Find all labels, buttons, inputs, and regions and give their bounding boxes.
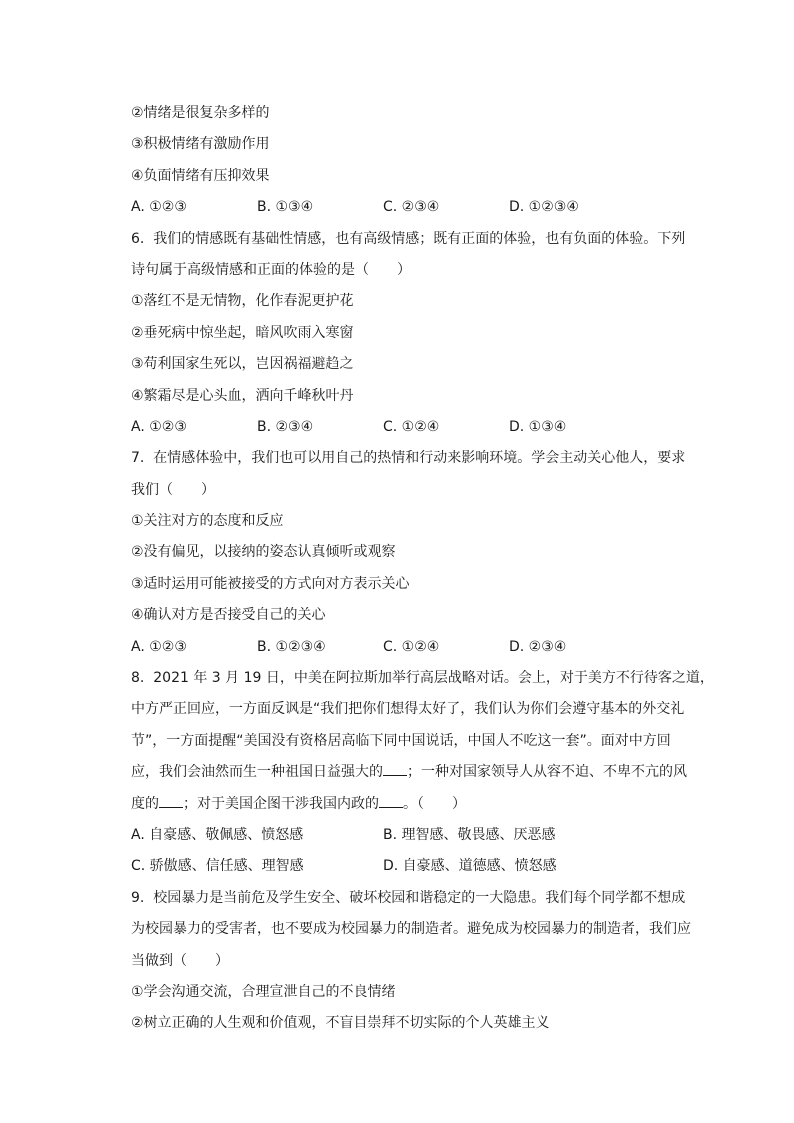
q8-options-row-1 [131,820,691,851]
q6-stem-line-1: 6. 我们的情感既有基础性情感，也有高级情感；既有正面的体验，也有负面的体验。下列 [131,230,686,247]
q8-options-row-2 [131,851,691,882]
q6-option-b: B. ②③④ [257,418,314,435]
q7-item: ①关注对方的态度和反应 [131,513,284,530]
q6-option-d: D. ①③④ [509,418,567,435]
q5-options [131,192,691,223]
q7-option-d: D. ②③④ [509,638,567,655]
page-content [131,98,714,1040]
q7-item: ②没有偏见，以接纳的姿态认真倾听或观察 [131,544,396,561]
q8-option-d: D. 自豪感、道德感、愤怒感 [383,858,557,875]
q6-item: ②垂死病中惊坐起，暗风吹雨入寒窗 [131,324,354,341]
q5-item: ④负面情绪有压抑效果 [131,167,270,184]
q8-option-a: A. 自豪感、敬佩感、愤怒感 [131,826,304,843]
q7-options [131,632,691,663]
question-6 [131,224,691,444]
q8-stem-line-1: 8. 2021 年 3 月 19 日，中美在阿拉斯加举行高层战略对话。会上，对于美方不行待客之道， [131,670,714,687]
q6-item: ①落红不是无情物，化作春泥更护花 [131,293,354,310]
answer-blank [383,760,407,776]
q7-option-c: C. ①②④ [383,638,440,655]
q6-item: ③苟利国家生死以，岂因祸福避趋之 [131,356,354,373]
q9-stem-line-2: 为校园暴力的受害者，也不要成为校园暴力的制造者。避免成为校园暴力的制造者，我们应 [131,921,691,938]
answer-blank [159,792,183,808]
q6-option-a: A. ①②③ [131,418,187,435]
q5-option-b: B. ①③④ [257,199,314,216]
q7-item: ③适时运用可能被接受的方式向对方表示关心 [131,575,410,592]
q9-stem-line-1: 9. 校园暴力是当前危及学生安全、破坏校园和谐稳定的一大隐患。我们每个同学都不想成 [131,889,686,906]
q9-number: 9. [131,889,145,906]
q5-option-d: D. ①②③④ [509,199,579,216]
q5-option-c: C. ②③④ [383,199,440,216]
q5-option-a: A. ①②③ [131,199,187,216]
q8-stem-line-4: 应，我们会油然而生一种祖国日益强大的 ；一种对国家领导人从容不迫、不卑不亢的风 [131,757,691,788]
question-7 [131,443,691,663]
q6-item: ④繁霜尽是心头血，洒向千峰秋叶丹 [131,387,354,404]
q6-number: 6. [131,230,145,247]
q9-stem-line-3: 当做到（ ） [131,952,229,969]
q8-stem-line-5: 度的 ；对于美国企图干涉我国内政的 。（ ） [131,789,691,820]
question-8 [131,663,714,883]
q9-item: ①学会沟通交流，合理宣泄自己的不良情绪 [131,983,396,1000]
q5-item: ③积极情绪有激励作用 [131,136,270,153]
q6-option-c: C. ①②④ [383,418,440,435]
q8-number: 8. [131,670,145,687]
q9-item: ②树立正确的人生观和价值观，不盲目崇拜不切实际的个人英雄主义 [131,1015,550,1032]
q6-stem-line-2: 诗句属于高级情感和正面的体验的是（ ） [131,261,411,278]
q8-stem-line-3: 节”，一方面提醒“美国没有资格居高临下同中国说话，中国人不吃这一套”。面对中方回 [131,732,671,749]
q7-number: 7. [131,450,145,467]
q7-stem-line-1: 7. 在情感体验中，我们也可以用自己的热情和行动来影响环境。学会主动关心他人，要求 [131,450,686,467]
q8-option-b: B. 理智感、敬畏感、厌恶感 [383,826,556,843]
q6-options [131,412,691,443]
q7-item: ④确认对方是否接受自己的关心 [131,607,326,624]
q8-option-c: C. 骄傲感、信任感、理智感 [131,858,304,875]
question-9 [131,883,691,1040]
q7-stem-line-2: 我们（ ） [131,481,215,498]
q7-option-a: A. ①②③ [131,638,187,655]
q7-option-b: B. ①②③④ [257,638,326,655]
answer-blank [379,792,403,808]
q5-item: ②情绪是很复杂多样的 [131,105,270,121]
q8-stem-line-2: 中方严正回应，一方面反讽是“我们把你们想得太好了，我们认为你们会遵守基本的外交礼 [131,701,685,718]
